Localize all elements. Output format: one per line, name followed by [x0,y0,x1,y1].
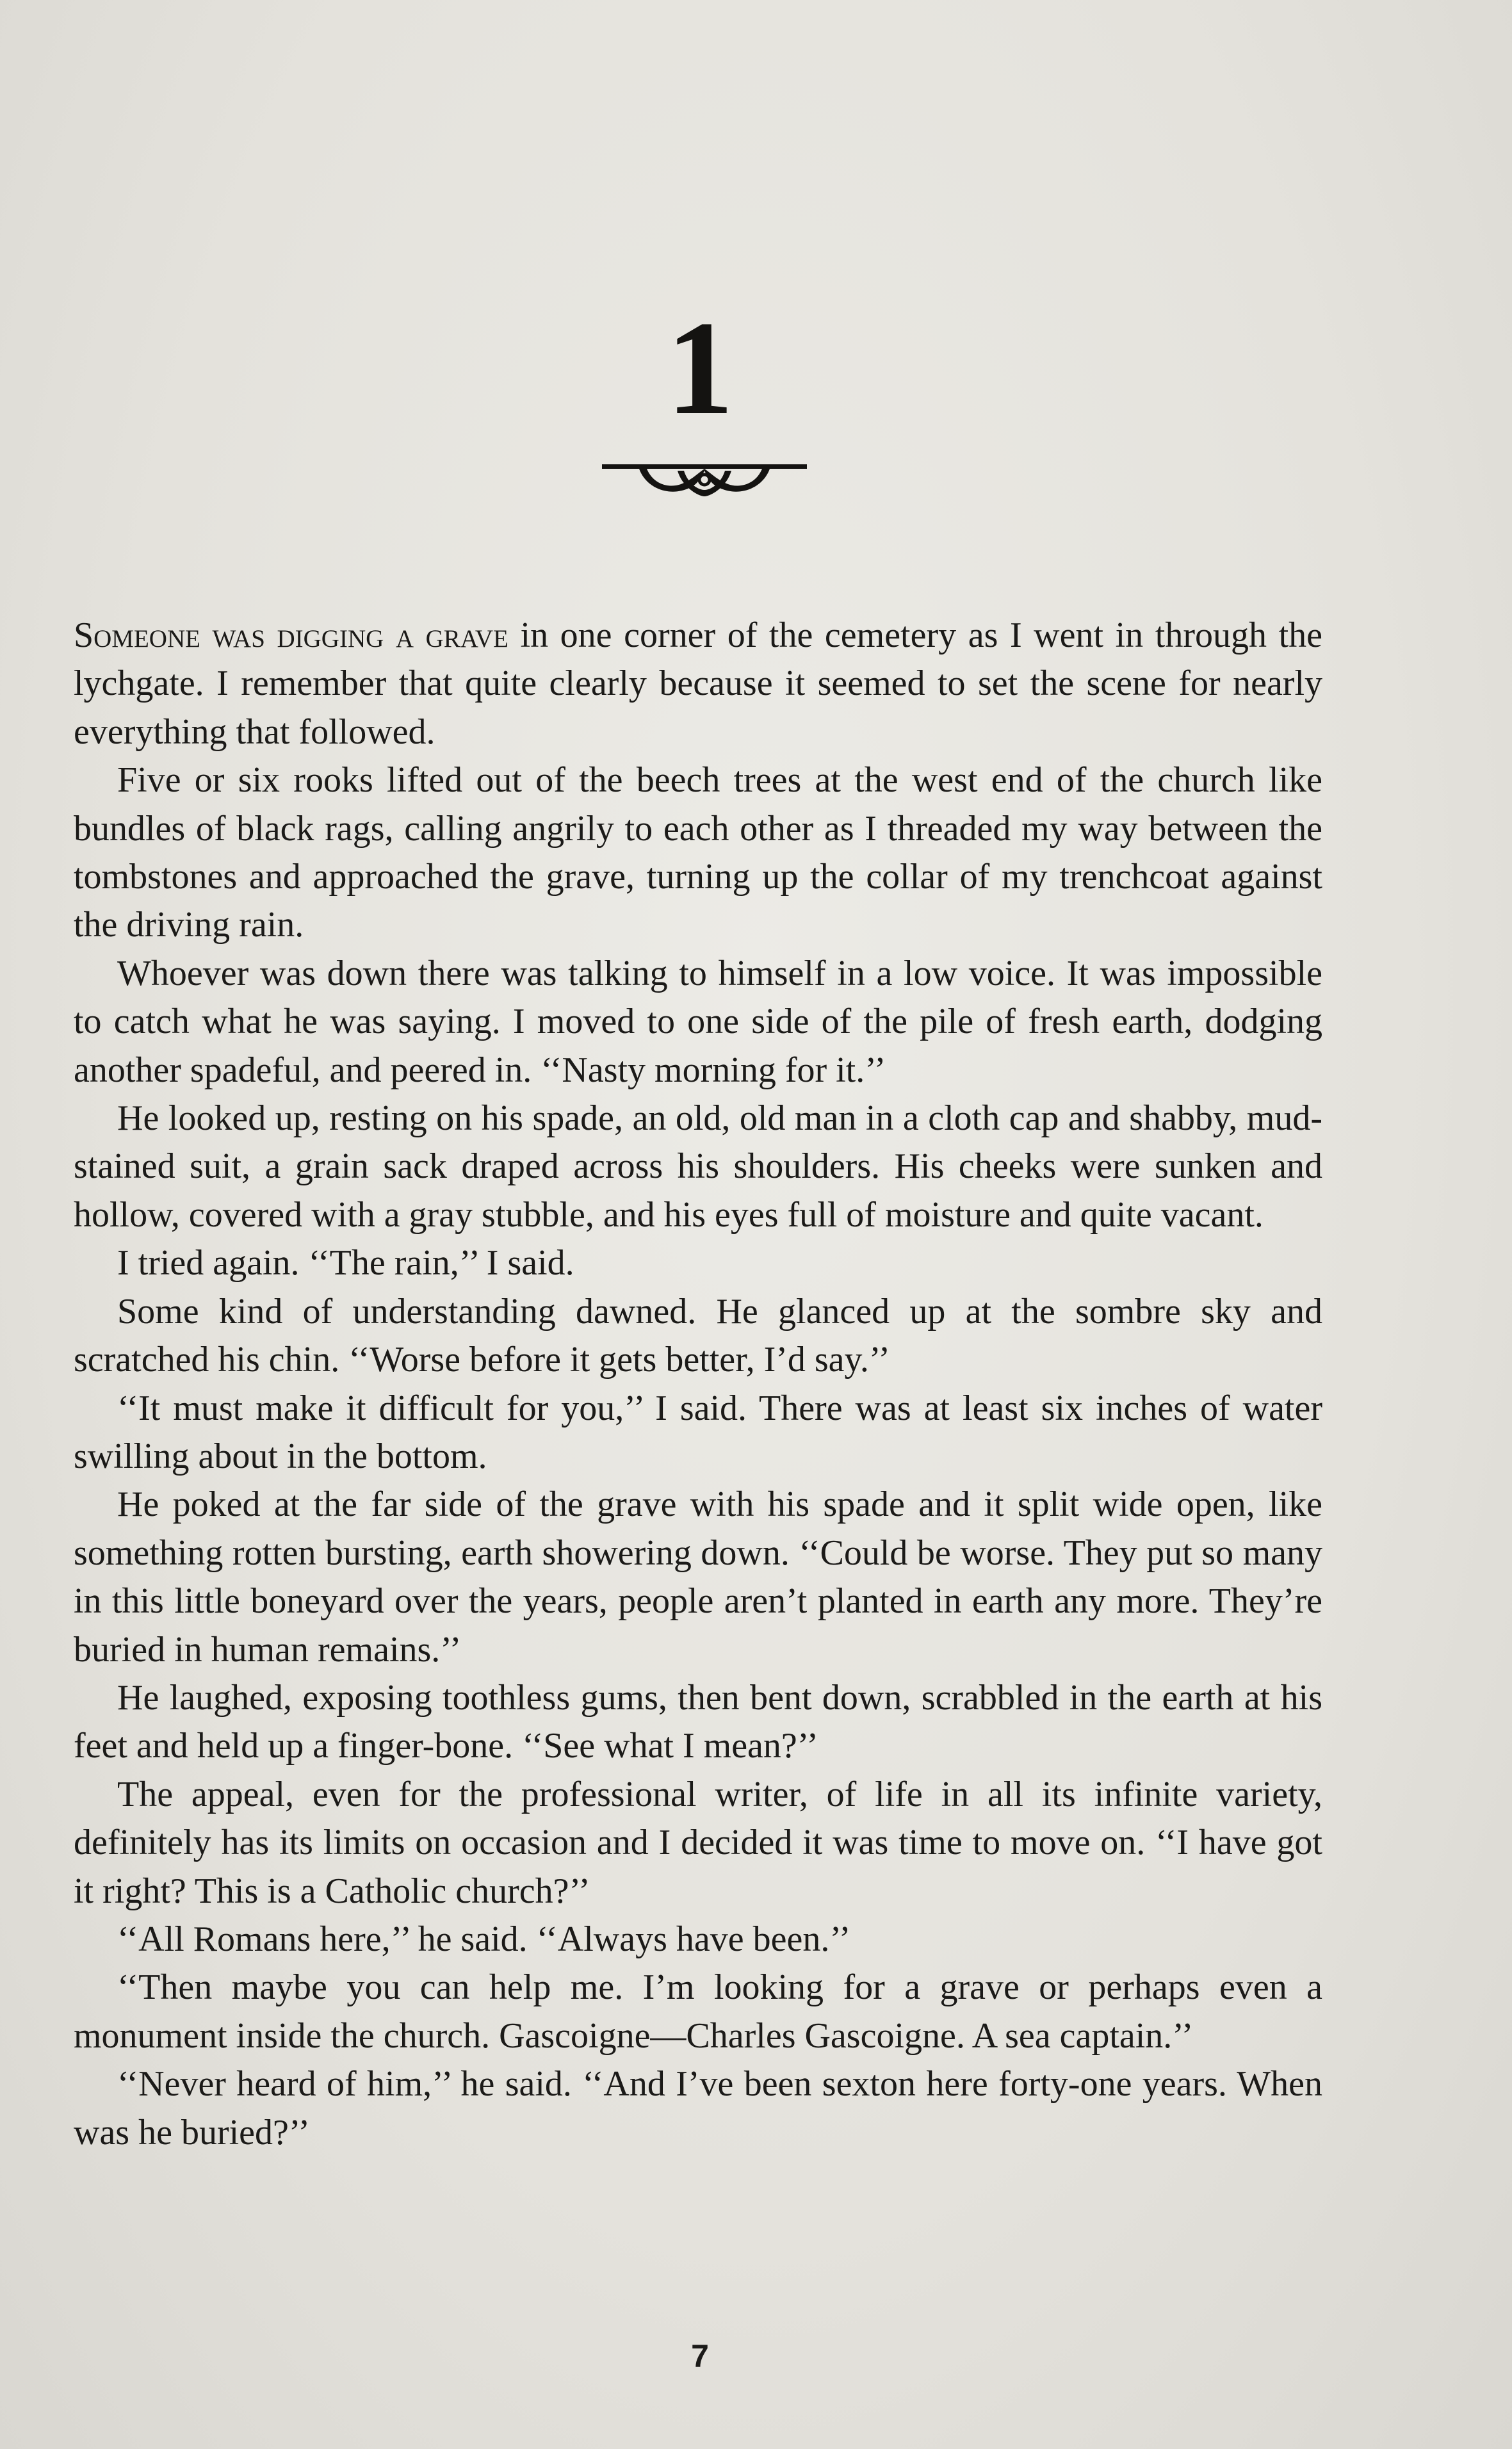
paragraph-6: Some kind of understanding dawned. He glanced up at the sombre sky and scratched his chin. ‘‘Worse before it gets better, I’d say.’’ [74,1291,1322,1380]
chapter-text [74,612,1322,2157]
paragraph-1: Someone was digging a grave in one corner of the cemetery as I went in through the lychgate. I remember that quite clearly because it seemed to set the scene for nearly everything that followed. [74,615,1322,752]
page-number: 7 [691,2338,709,2374]
paragraph-9: He laughed, exposing toothless gums, then bent down, scrabbled in the earth at his feet and held up a finger-bone. ‘‘See what I mean?’’ [74,1677,1322,1766]
chapter-number: 1 [666,294,734,443]
paragraph-7: ‘‘It must make it difficult for you,’’ I said. There was at least six inches of water swilling about in the bottom. [74,1388,1322,1476]
scroll-ornament-icon [602,452,807,509]
paragraph-8: He poked at the far side of the grave with his spade and it split wide open, like something rotten bursting, earth showering down. ‘‘Could be worse. They put so many in this little boneyard over the years, people aren’t planted in earth any more. They’re buried in human remains.’’ [74,1485,1322,1670]
paragraph-13: ‘‘Never heard of him,’’ he said. ‘‘And I’ve been sexton here forty-one years. When was he buried?’’ [74,2064,1322,2152]
paragraph-10: The appeal, even for the professional writer, of life in all its infinite variety, definitely has its limits on occasion and I decided it was time to move on. ‘‘I have got it right? This is a Catholic church?’’ [74,1774,1322,1911]
paragraph-12: ‘‘Then maybe you can help me. I’m looking for a grave or perhaps even a monument inside the church. Gascoigne—Charles Gascoigne. A sea captain.’’ [74,1967,1322,2056]
paragraph-11: ‘‘All Romans here,’’ he said. ‘‘Always have been.’’ [117,1919,851,1959]
paragraph-2: Five or six rooks lifted out of the beech trees at the west end of the church like bundles of black rags, calling angrily to each other as I threaded my way between the tombstones and approached the grave, turning up the collar of my trenchcoat against the driving rain. [74,760,1322,945]
paragraph-4: He looked up, resting on his spade, an old, old man in a cloth cap and shabby, mud-stained suit, a grain sack draped across his shoulders. His cheeks were sunken and hollow, covered with a gray stubble, and his eyes full of moisture and quite vacant. [74,1098,1322,1235]
opening-words: Someone was digging a grave [74,615,508,655]
paragraph-3: Whoever was down there was talking to himself in a low voice. It was impossible to catch what he was saying. I moved to one side of the pile of fresh earth, dodging another spadeful, and peered in. ‘‘Nasty morning for it.’’ [74,953,1322,1090]
paragraph-5: I tried again. ‘‘The rain,’’ I said. [117,1243,574,1283]
